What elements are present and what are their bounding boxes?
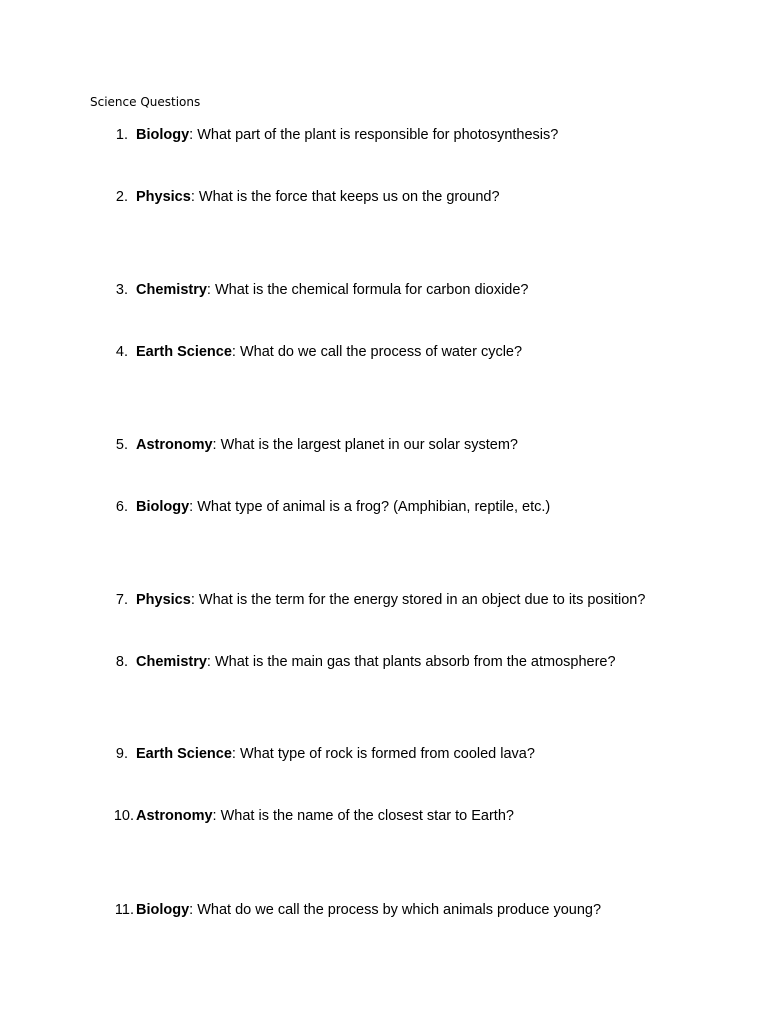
question-number: 11. xyxy=(114,902,134,918)
question-subject: Chemistry xyxy=(136,282,207,298)
question-text-line xyxy=(136,744,535,764)
question-text-line xyxy=(136,652,616,672)
question-subject: Physics xyxy=(136,592,191,608)
question-subject: Earth Science xyxy=(136,344,232,360)
question-item xyxy=(0,806,768,826)
question-text: : What is the chemical formula for carbon dioxide? xyxy=(206,282,529,298)
question-number: 9. xyxy=(115,746,128,762)
question-number: 7. xyxy=(115,592,128,608)
question-item xyxy=(0,125,768,145)
question-number: 8. xyxy=(115,654,128,670)
question-number: 3. xyxy=(115,282,128,298)
question-number: 6. xyxy=(115,499,128,515)
question-text: : What is the name of the closest star to Earth? xyxy=(212,808,514,824)
question-text-line xyxy=(136,125,558,145)
question-text-line xyxy=(136,435,518,455)
question-number: 4. xyxy=(115,344,128,360)
question-subject: Physics xyxy=(136,189,191,205)
question-item xyxy=(0,342,768,362)
question-text-line xyxy=(136,497,550,517)
question-number: 5. xyxy=(115,437,128,453)
question-text: : What do we call the process of water cycle? xyxy=(231,344,523,360)
question-text-line xyxy=(136,342,522,362)
question-number: 1. xyxy=(115,127,128,143)
question-subject: Earth Science xyxy=(136,746,232,762)
question-subject: Biology xyxy=(136,499,190,515)
question-item xyxy=(0,744,768,764)
question-text: : What is the main gas that plants absorb from the atmosphere? xyxy=(206,654,616,670)
question-item xyxy=(0,497,768,517)
question-subject: Astronomy xyxy=(136,808,213,824)
question-text: : What type of animal is a frog? (Amphibian, reptile, etc.) xyxy=(189,499,551,515)
question-item xyxy=(0,435,768,455)
question-text: : What part of the plant is responsible for photosynthesis? xyxy=(189,127,559,143)
question-item xyxy=(0,652,768,672)
question-text-line xyxy=(136,187,500,207)
question-item xyxy=(0,900,768,920)
question-text-line xyxy=(136,900,601,920)
question-number: 2. xyxy=(115,189,128,205)
question-text: : What is the largest planet in our solar system? xyxy=(212,437,518,453)
question-subject: Astronomy xyxy=(136,437,213,453)
question-number: 10. xyxy=(113,808,134,824)
document-title: Science Questions xyxy=(90,95,201,109)
question-text: : What is the term for the energy stored in an object due to its position? xyxy=(190,592,646,608)
question-subject: Chemistry xyxy=(136,654,207,670)
question-text-line xyxy=(136,806,514,826)
question-subject: Biology xyxy=(136,902,190,918)
question-text: : What is the force that keeps us on the ground? xyxy=(190,189,500,205)
question-item xyxy=(0,280,768,300)
question-item xyxy=(0,590,768,610)
question-subject: Biology xyxy=(136,127,190,143)
question-item xyxy=(0,187,768,207)
question-text: : What type of rock is formed from cooled lava? xyxy=(231,746,535,762)
question-text-line xyxy=(136,280,529,300)
question-text: : What do we call the process by which animals produce young? xyxy=(189,902,602,918)
question-text-line xyxy=(136,590,645,610)
